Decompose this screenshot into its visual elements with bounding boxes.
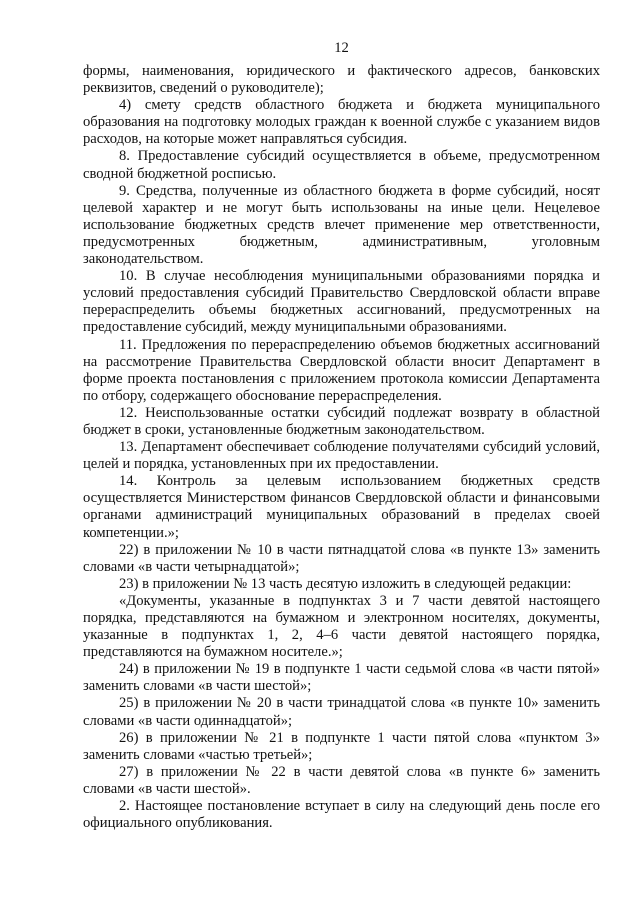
paragraph-8: 8. Предоставление субсидий осуществляется в объеме, предусмотренном сводной бюджетной росписью. bbox=[83, 148, 600, 182]
paragraph-14: 14. Контроль за целевым использованием бюджетных средств осуществляется Министерством финансов Свердловской области и финансовыми органами администраций муниципальных образований в пределах своей компетенции.»; bbox=[83, 473, 600, 541]
paragraph-amendment-22: 22) в приложении № 10 в части пятнадцатой слова «в пункте 13» заменить словами «в части четырнадцатой»; bbox=[83, 541, 600, 575]
paragraph-entry-into-force: 2. Настоящее постановление вступает в силу на следующий день после его официального опубликования. bbox=[83, 798, 600, 832]
paragraph-amendment-27: 27) в приложении № 22 в части девятой слова «в пункте 6» заменить словами «в части шестой». bbox=[83, 763, 600, 797]
paragraph-continuation: формы, наименования, юридического и фактического адресов, банковских реквизитов, сведений о руководителе); bbox=[83, 63, 600, 97]
paragraph-13: 13. Департамент обеспечивает соблюдение получателями субсидий условий, целей и порядка, установленных при их предоставлении. bbox=[83, 439, 600, 473]
paragraph-9: 9. Средства, полученные из областного бюджета в форме субсидий, носят целевой характер и не могут быть использованы на иные цели. Нецелевое использование бюджетных средств влечет применение мер ответственности, предусмотренных бюджетным, административным, уголовным законодательством. bbox=[83, 182, 600, 268]
paragraph-amendment-26: 26) в приложении № 21 в подпункте 1 части пятой слова «пунктом 3» заменить словами «частью третьей»; bbox=[83, 729, 600, 763]
paragraph-12: 12. Неиспользованные остатки субсидий подлежат возврату в областной бюджет в сроки, установленные бюджетным законодательством. bbox=[83, 404, 600, 438]
paragraph-quoted-documents: «Документы, указанные в подпунктах 3 и 7 части девятой настоящего порядка, представляются на бумажном и электронном носителях, документы, указанные в подпунктах 1, 2, 4–6 части девятой настоящего порядка, представляются на бумажном носителе.»; bbox=[83, 592, 600, 661]
paragraph-amendment-24: 24) в приложении № 19 в подпункте 1 части седьмой слова «в части пятой» заменить словами «в части шестой»; bbox=[83, 661, 600, 695]
paragraph-item-4: 4) смету средств областного бюджета и бюджета муниципального образования на подготовку молодых граждан к военной службе с указанием видов расходов, на которые может направляться субсидия. bbox=[83, 97, 600, 148]
page-number: 12 bbox=[334, 40, 349, 56]
paragraph-amendment-23: 23) в приложении № 13 часть десятую изложить в следующей редакции: bbox=[119, 575, 572, 592]
paragraph-10: 10. В случае несоблюдения муниципальными образованиями порядка и условий предоставления субсидий Правительство Свердловской области вправе перераспределить объемы бюджетных ассигнований, предусмотренных на предоставление субсидий, между муниципальными образованиями. bbox=[83, 268, 600, 336]
paragraph-amendment-25: 25) в приложении № 20 в части тринадцатой слова «в пункте 10» заменить словами «в части одиннадцатой»; bbox=[83, 695, 600, 729]
paragraph-11: 11. Предложения по перераспределению объемов бюджетных ассигнований на рассмотрение Правительства Свердловской области вносит Департамент в форме проекта постановления с приложением протокола комиссии Департамента по отбору, содержащего обоснование перераспределения. bbox=[83, 336, 600, 404]
